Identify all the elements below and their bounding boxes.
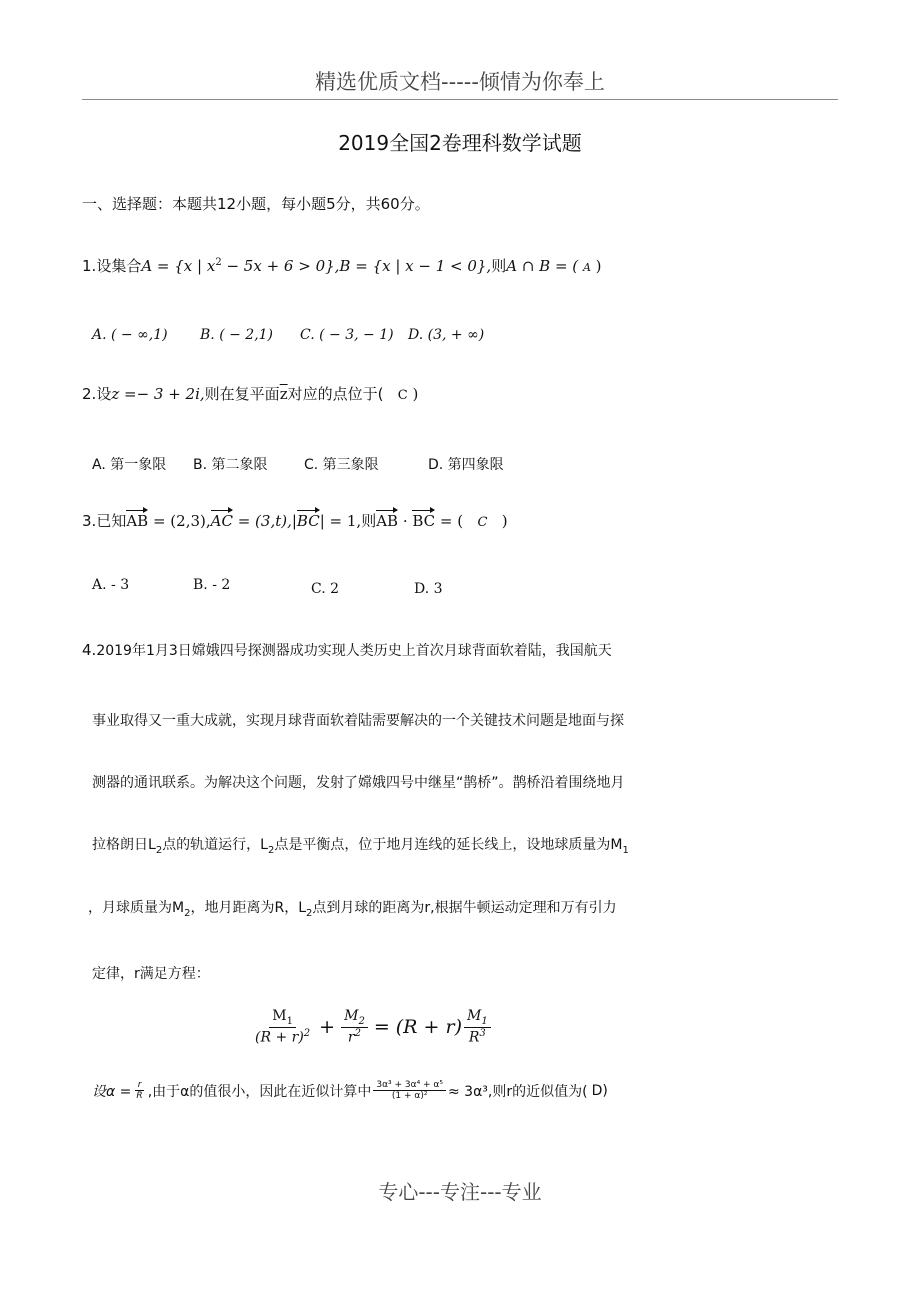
fraction-approx [373,1080,446,1102]
exponent: 2 [215,257,222,268]
text-fragment: 点是平衡点，位于地月连线的延长线上，设地球质量为M [274,837,623,853]
fraction-alpha [133,1080,145,1102]
fraction-m1-r3 [464,1008,491,1046]
vector-ab: AB [376,512,399,530]
answer-bracket: ) [602,1082,608,1099]
vector-bc: BC [412,512,436,530]
question-number: 3. [82,512,97,530]
math-expression: = ( [435,512,464,530]
text-fragment: 拉格朗日L [92,837,156,853]
fraction-m1 [252,1008,313,1046]
text-fragment: ，月球质量为M [88,900,185,916]
exponent: 2 [354,1028,361,1040]
numerator: M [272,1008,287,1024]
text-fragment: ≈ 3α³,则r的近似值为( [447,1083,588,1100]
question-number: 4. [82,641,97,659]
math-expression: − 5x + 6 > 0},B = {x | x − 1 < 0}, [221,257,492,275]
denominator: R [136,1091,143,1102]
text-fragment: ,由于α的值很小，因此在近似计算中 [147,1083,372,1100]
question-2 [82,383,418,404]
option-c: C. 第三象限 [304,457,379,473]
option-a: A. 第一象限 [92,457,167,473]
question-4 [82,640,612,660]
fraction-m2 [341,1008,368,1046]
question-text: 则在复平面 [204,385,280,403]
denominator: (1 + α)² [391,1091,428,1102]
dot-operator: · [398,512,413,530]
question-text: 则 [491,257,507,275]
math-expression: = (2,3), [148,512,211,530]
question-text-line: 事业取得又一重大成就，实现月球背面软着陆需要解决的一个关键技术问题是地面与探 [92,713,624,729]
question-3 [82,510,508,531]
question-text: 对应的点位于( [287,385,384,403]
header-rule [82,99,838,100]
question-text-line [88,897,617,919]
page-footer: 专心---专注---专业 [378,1180,542,1204]
exponent: 2 [303,1028,311,1040]
math-expression: z =− 3 + 2i, [111,385,205,403]
subscript: 2 [268,844,275,856]
numerator: M [344,1008,359,1024]
subscript: 2 [306,907,313,919]
question-text-line: 定律，r满足方程： [92,966,210,982]
text-fragment: 点到月球的距离为r,根据牛顿运动定理和万有引力 [312,900,617,916]
subscript: 2 [358,1015,365,1027]
numerator: 3α³ + 3α⁴ + α⁵ [373,1080,446,1091]
answer-mark: D [591,1082,603,1099]
question-1 [82,255,602,276]
option-c: C. ( − 3, − 1) [300,327,394,343]
subscript: 2 [155,844,163,856]
option-d: D. (3, + ∞) [408,327,485,343]
text-fragment: 点的轨道运行，L [162,837,268,853]
option-a: A. - 3 [92,577,130,593]
math-expression: | = 1, [319,512,362,530]
denominator: (R + r) [255,1029,304,1046]
page-title: 2019全国2卷理科数学试题 [338,131,582,155]
denominator: R [468,1029,480,1046]
option-d: D. 3 [414,581,443,597]
page-header: 精选优质文档-----倾情为你奉上 [315,70,605,94]
question-text: 2019年1月3日嫦娥四号探测器成功实现人类历史上首次月球背面软着陆，我国航天 [96,643,612,659]
question-text-line: 测器的通讯联系。为解决这个问题，发射了嫦娥四号中继星“鹊桥”。鹊桥沿着围绕地月 [92,775,625,791]
subscript: 1 [622,844,629,856]
vector-bc: BC [296,512,320,530]
vector-ac: AC [210,512,233,530]
vector-ab: AB [126,512,149,530]
question-text: 设 [96,385,112,403]
text-fragment: ，地月距离为R，L [190,900,306,916]
answer-mark: C [477,515,488,530]
numerator: M [466,1008,482,1024]
question-text-line [92,834,629,856]
option-a: A. ( − ∞,1) [92,327,168,343]
math-expression: A = {x | x [141,257,216,275]
numerator: r [135,1080,145,1091]
equation-rhs: = (R + r) [373,1016,462,1039]
answer-bracket: ) [407,385,419,403]
option-b: B. - 2 [193,577,231,593]
option-b: B. ( − 2,1) [200,327,274,343]
denominator: r [347,1029,355,1046]
exponent: 3 [479,1028,486,1040]
math-expression: = (3,t),| [232,512,297,530]
question-number: 2. [82,385,97,403]
conjugate-z: $\overline{z}$ [279,385,288,403]
answer-bracket: ) [590,257,602,275]
answer-mark: A [582,261,591,274]
subscript: 1 [286,1015,293,1027]
plus-operator: + [319,1016,336,1039]
question-text: 则 [361,512,377,530]
answer-mark: C [397,388,408,403]
option-c: C. 2 [311,581,340,597]
subscript: 2 [184,907,191,919]
equation [250,1008,493,1046]
subscript: 1 [481,1015,488,1027]
text-fragment: 设α = [92,1083,132,1100]
section-heading: 一、选择题：本题共12小题，每小题5分，共60分。 [82,195,430,213]
option-d: D. 第四象限 [428,457,504,473]
option-b: B. 第二象限 [193,457,268,473]
question-text: 设集合 [96,257,142,275]
question-last-line [92,1080,608,1102]
math-expression: A ∩ B = ( [506,257,579,275]
question-number: 1. [82,257,97,275]
question-text: 已知 [96,512,127,530]
answer-bracket: ) [496,512,508,530]
